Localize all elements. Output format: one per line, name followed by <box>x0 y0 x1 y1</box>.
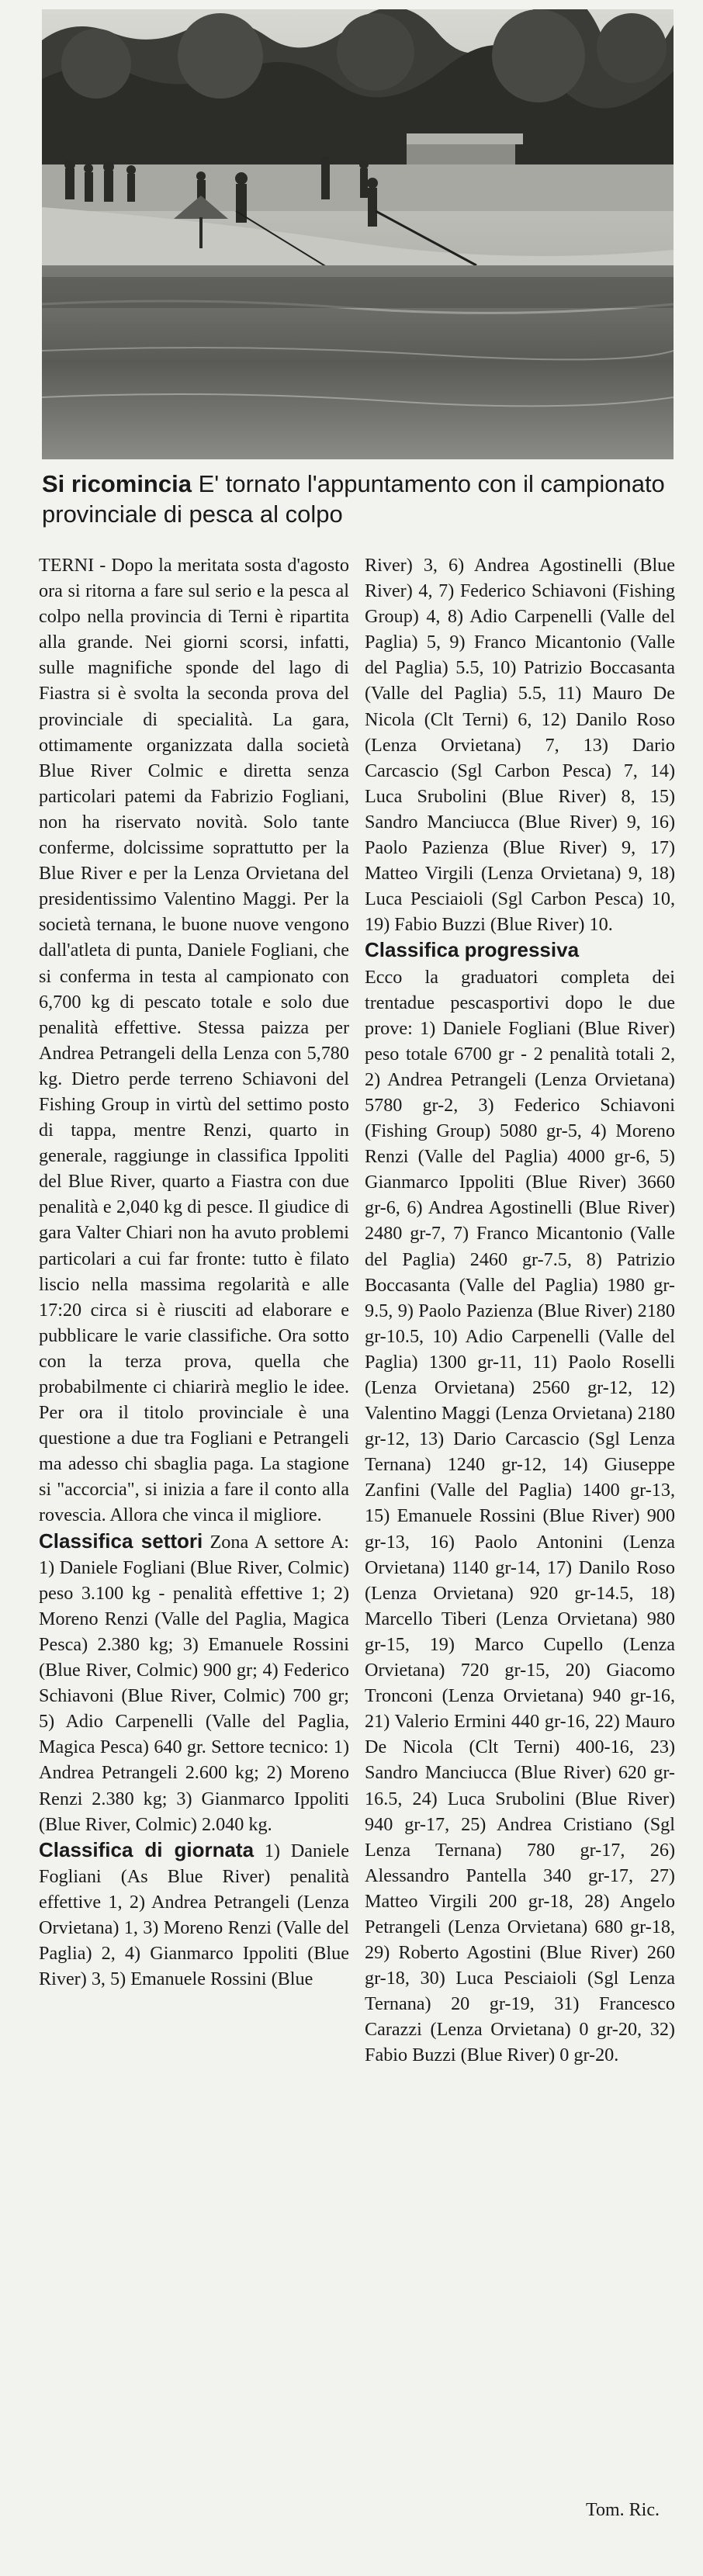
settori-text: Zona A settore A: 1) Daniele Fogliani (Blue River, Colmic) peso 3.100 kg - penalità effettive 1; 2) Moreno Renzi (Valle del Paglia, Magica Pesca) 2.380 kg; 3) Emanuele Rossini (Blue River, Colmic) 900 gr; 4) Federico Schiavoni (Blue River, Colmic) 700 gr; 5) Adio Carpenelli (Valle del Paglia, Magica Pesca) 640 gr. Settore tecnico: 1) Andrea Petrangeli 2.600 kg; 2) Moreno Renzi 2.380 kg; 3) Gianmarco Ippoliti (Blue River, Colmic) 2.040 kg. <box>39 1531 350 1835</box>
article-intro: TERNI - Dopo la meritata sosta d'agosto ora si ritorna a fare sul serio e la pesca al colpo nella provincia di Terni è ripartita alla grande. Nei giorni scorsi, infatti, sulle magnifiche sponde del lago di Fiastra si è svolta la seconda prova del provinciale di specialità. La gara, ottimamente organizzata dalla società Blue River Colmic e diretta senza particolari patemi da Fabrizio Fogliani, non ha riservato novità. Solo tante conferme, dolcissime soprattutto per la Blue River e per la Lenza Orvietana del presidentissimo Valentino Maggi. Per la società ternana, le buone nuove vengono dall'atleta di punta, Daniele Fogliani, che si conferma in testa al campionato con 6,700 kg di pescato totale e solo due penalità effettive. Stessa paizza per Andrea Petrangeli della Lenza con 5,780 kg. Dietro perde terreno Schiavoni del Fishing Group in virtù del settimo posto di tappa, mentre Renzi, quarto in generale, raggiunge in classifica Ippoliti del Blue River, quarto a Fiastra con due penalità e 2,040 kg di pesce. Il giudice di gara Valter Chiari non ha avuto problemi particolari a cui far fronte: tutto è filato liscio nella massima regolarità e alle 17:20 circa si è riusciti ad elaborare e pubblicare le varie classifiche. Ora sotto con la terza prova, quella che probabilmente ci chiarirà meglio le idee. Per ora il titolo provinciale è una questione a due tra Fogliani e Petrangeli ma adesso chi sbaglia paga. La stagione si "accorcia", si inizia a fare il conto alla rovescia. Allora che vinca il migliore. <box>39 555 349 1526</box>
progressiva-heading: Classifica progressiva <box>365 938 580 962</box>
settori-heading: Classifica settori <box>39 1529 203 1553</box>
lake-fishing-photo <box>42 9 674 459</box>
giornata-text-left: 1) Daniele Fogliani (As Blue River) penalità effettive 1, 2) Andrea Petrangeli (Lenza Orvietana) 1, 3) Moreno Renzi (Valle del Paglia) 2, 4) Gianmarco Ippoliti (Blue River) 3, 5) Emanuele Rossini (Blue <box>39 1840 349 1990</box>
article-column-left <box>39 552 349 1992</box>
author-signature: Tom. Ric. <box>586 2500 660 2520</box>
giornata-paragraph <box>39 1837 349 1993</box>
settori-paragraph <box>39 1529 349 1837</box>
article-column-right <box>365 552 675 2069</box>
giornata-heading: Classifica di giornata <box>39 1837 255 1861</box>
progressiva-text: Ecco la graduatori completa dei trentadue pescasportivi dopo le due prove: 1) Daniele Fogliani (Blue River) peso totale 6700 gr - 2 penalità totali 2, 2) Andrea Petrangeli (Lenza Orvietana) 5780 gr-2, 3) Federico Schiavoni (Fishing Group) 5080 gr-5, 4) Moreno Renzi (Valle del Paglia) 4000 gr-6, 5) Gianmarco Ippoliti (Blue River) 3660 gr-6, 6) Andrea Agostinelli (Blue River) 2480 gr-7, 7) Franco Micantonio (Valle del Paglia) 2460 gr-7.5, 8) Patrizio Boccasanta (Valle del Paglia) 1980 gr-9.5, 9) Paolo Pazienza (Blue River) 2180 gr-10.5, 10) Adio Carpenelli (Valle del Paglia) 1300 gr-11, 11) Paolo Roselli (Lenza Orvietana) 2560 gr-12, 12) Valentino Maggi (Lenza Orvietana) 2180 gr-12, 13) Dario Carcascio (Sgl Lenza Ternana) 1240 gr-12, 14) Giuseppe Zanfini (Valle del Paglia) 1400 gr-13, 15) Emanuele Rossini (Blue River) 900 gr-13, 16) Paolo Antonini (Lenza Orvietana) 1140 gr-14, 17) Danilo Roso (Lenza Orvietana) 920 gr-14.5, 18) Marcello Tiberi (Lenza Orvietana) 980 gr-15, 19) Marco Cupello (Lenza Orvietana) 720 gr-15, 20) Giacomo Tronconi (Lenza Orvietana) 940 gr-16, 21) Valerio Ermini 440 gr-16, 22) Mauro De Nicola (Clt Terni) 400-16, 23) Sandro Manciucca (Blue River) 620 gr-16.5, 24) Luca Srubolini (Blue River) 940 gr-17, 25) Andrea Cristiano (Sgl Lenza Ternana) 780 gr-17, 26) Alessandro Pantella 340 gr-17, 27) Matteo Virgili 200 gr-18, 28) Angelo Petrangeli (Lenza Orvietana) 680 gr-18, 29) Roberto Agostini (Blue River) 260 gr-18, 30) Luca Pesciaioli (Sgl Lenza Ternana) 20 gr-19, 31) Francesco Carazzi (Lenza Orvietana) 0 gr-20, 32) Fabio Buzzi (Blue River) 0 gr-20. <box>365 966 675 2066</box>
progressiva-heading-line <box>365 937 675 964</box>
giornata-continuation: River) 3, 6) Andrea Agostinelli (Blue River) 4, 7) Federico Schiavoni (Fishing Group) 4, 8) Adio Carpenelli (Valle del Paglia) 5, 9) Franco Micantonio (Valle del Paglia) 5.5, 10) Patrizio Boccasanta (Valle del Paglia) 5.5, 11) Mauro De Nicola (Clt Terni) 6, 12) Danilo Roso (Lenza Orvietana) 7, 13) Dario Carcascio (Sgl Carbon Pesca) 7, 14) Luca Srubolini (Blue River) 8, 15) Sandro Manciucca (Blue River) 9, 16) Paolo Pazienza (Blue River) 9, 17) Matteo Virgili (Lenza Orvietana) 9, 18) Luca Pesciaioli (Sgl Carbon Pesca) 10, 19) Fabio Buzzi (Blue River) 10. <box>365 555 675 936</box>
photo-caption <box>42 469 674 529</box>
caption-text: E' tornato l'appuntamento con il campionato provinciale di pesca al colpo <box>42 470 665 528</box>
caption-kicker: Si ricomincia <box>42 470 192 497</box>
photo-illustration <box>42 9 674 459</box>
